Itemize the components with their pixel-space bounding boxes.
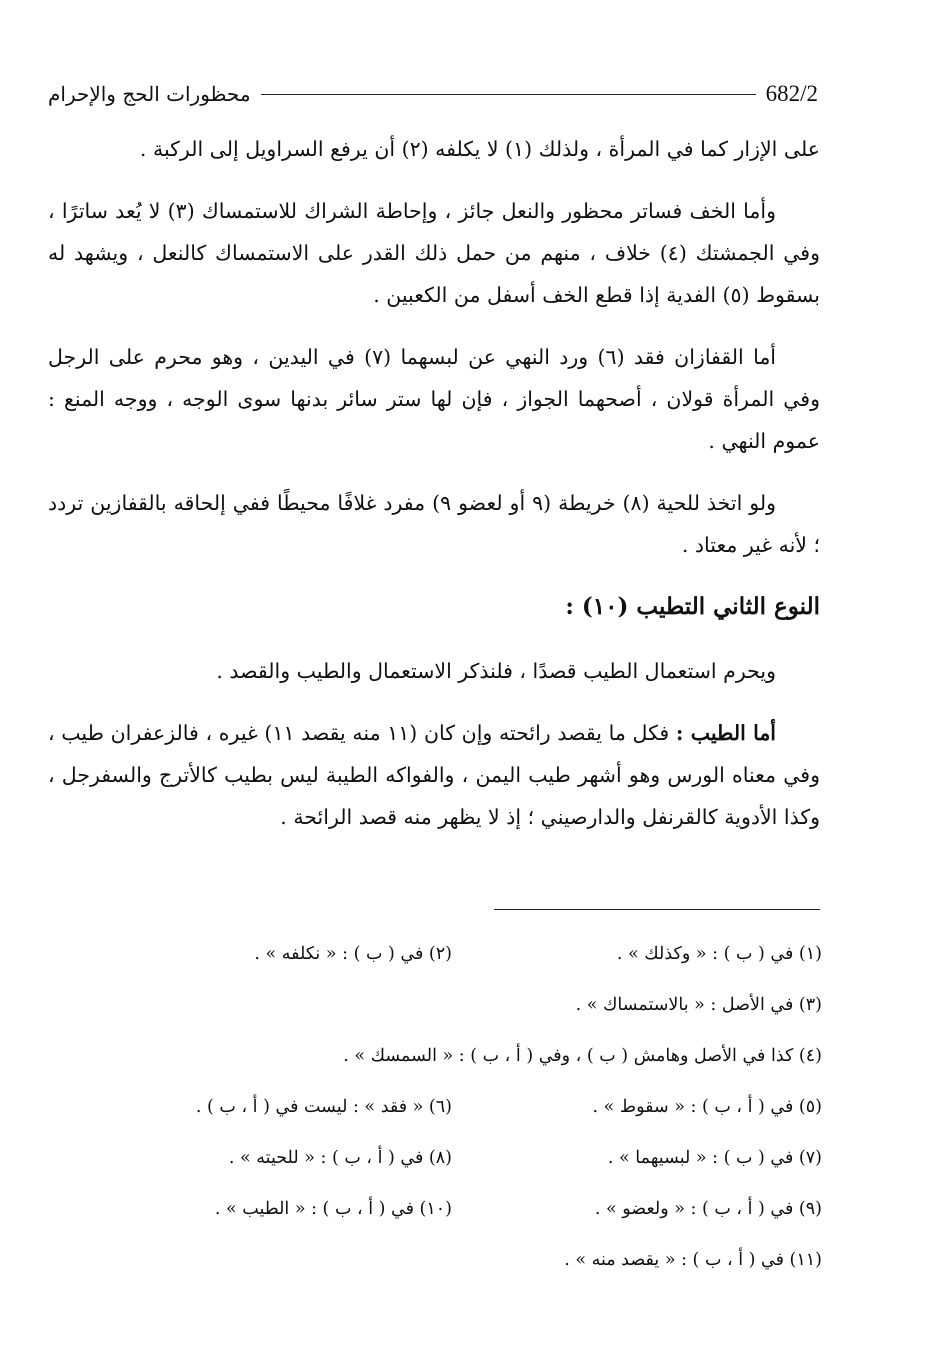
footnote-row: [70, 1250, 822, 1301]
footnote-5: (٥) في ( أ ، ب ) : « سقوط » .: [592, 1097, 822, 1117]
page-header: [48, 74, 818, 114]
footnote-row: [70, 1199, 822, 1250]
page-number: 682/2: [765, 81, 818, 106]
header-rule: [261, 94, 756, 95]
footnote-9: (٩) في ( أ ، ب ) : « ولعضو » .: [594, 1199, 822, 1219]
footnote-row: [70, 944, 822, 995]
footnote-6: (٦) « فقد » : ليست في ( أ ، ب ) .: [195, 1097, 452, 1117]
footnote-8: (٨) في ( أ ، ب ) : « للحيته » .: [228, 1148, 452, 1168]
paragraph-2: وأما الخف فساتر محظور والنعل جائز ، وإحاطة الشراك للاستمساك (٣) لا يُعد ساترًا ، وفي الجمشتك (٤) خلاف ، منهم من حمل ذلك القدر على الاستمساك كالنعل ، ويشهد له بسقوط (٥) الفدية إذا قطع الخف أسفل من الكعبين .: [48, 199, 820, 307]
footnote-row: [70, 1097, 822, 1148]
paragraph-6-text: فكل ما يقصد رائحته وإن كان (١١ منه يقصد ١١) غيره ، فالزعفران طيب ، وفي معناه الورس وهو أشهر طيب اليمن ، والفواكه الطيبة ليس بطيب كالأترج والسفرجل ، وكذا الأدوية كالقرنفل والدارصيني ؛ إذ لا يظهر منه قصد الرائحة .: [48, 721, 820, 829]
paragraph-6-lead: أما الطيب :: [675, 721, 776, 745]
section-heading: النوع الثاني التطيب (١٠) :: [565, 593, 820, 620]
footnote-2: (٢) في ( ب ) : « نكلفه » .: [254, 944, 452, 964]
footnote-11: (١١) في ( أ ، ب ) : « يقصد منه » .: [564, 1250, 822, 1270]
footnote-7: (٧) في ( ب ) : « لبسيهما » .: [607, 1148, 822, 1168]
footnote-rule: [494, 909, 820, 910]
paragraph-6: [48, 712, 820, 838]
footnote-1: (١) في ( ب ) : « وكذلك » .: [616, 944, 822, 964]
footnote-row: [70, 995, 822, 1046]
footnote-10: (١٠) في ( أ ، ب ) : « الطيب » .: [214, 1199, 452, 1219]
paragraph-5: ويحرم استعمال الطيب قصدًا ، فلنذكر الاستعمال والطيب والقصد .: [216, 659, 776, 683]
footnotes: [70, 944, 822, 1301]
running-title: محظورات الحج والإحرام: [48, 82, 251, 106]
footnote-row: [70, 1148, 822, 1199]
paragraph-1: على الإزار كما في المرأة ، ولذلك (١) لا يكلفه (٢) أن يرفع السراويل إلى الركبة .: [139, 137, 820, 161]
main-text: [48, 128, 820, 858]
paragraph-4: ولو اتخذ للحية (٨) خريطة (٩ أو لعضو ٩) مفرد غلافًا محيطًا ففي إلحاقه بالقفازين تردد ؛ لأنه غير معتاد .: [48, 491, 820, 557]
paragraph-3: أما القفازان فقد (٦) ورد النهي عن لبسهما (٧) في اليدين ، وهو محرم على الرجل وفي المرأة قولان ، أصحهما الجواز ، فإن لها ستر سائر بدنها سوى الوجه ، ووجه المنع : عموم النهي .: [48, 345, 820, 453]
footnote-3: (٣) في الأصل : « بالاستمساك » .: [575, 995, 822, 1015]
footnote-4: (٤) كذا في الأصل وهامش ( ب ) ، وفي ( أ ، ب ) : « السمسك » .: [343, 1046, 822, 1066]
footnote-row: [70, 1046, 822, 1097]
